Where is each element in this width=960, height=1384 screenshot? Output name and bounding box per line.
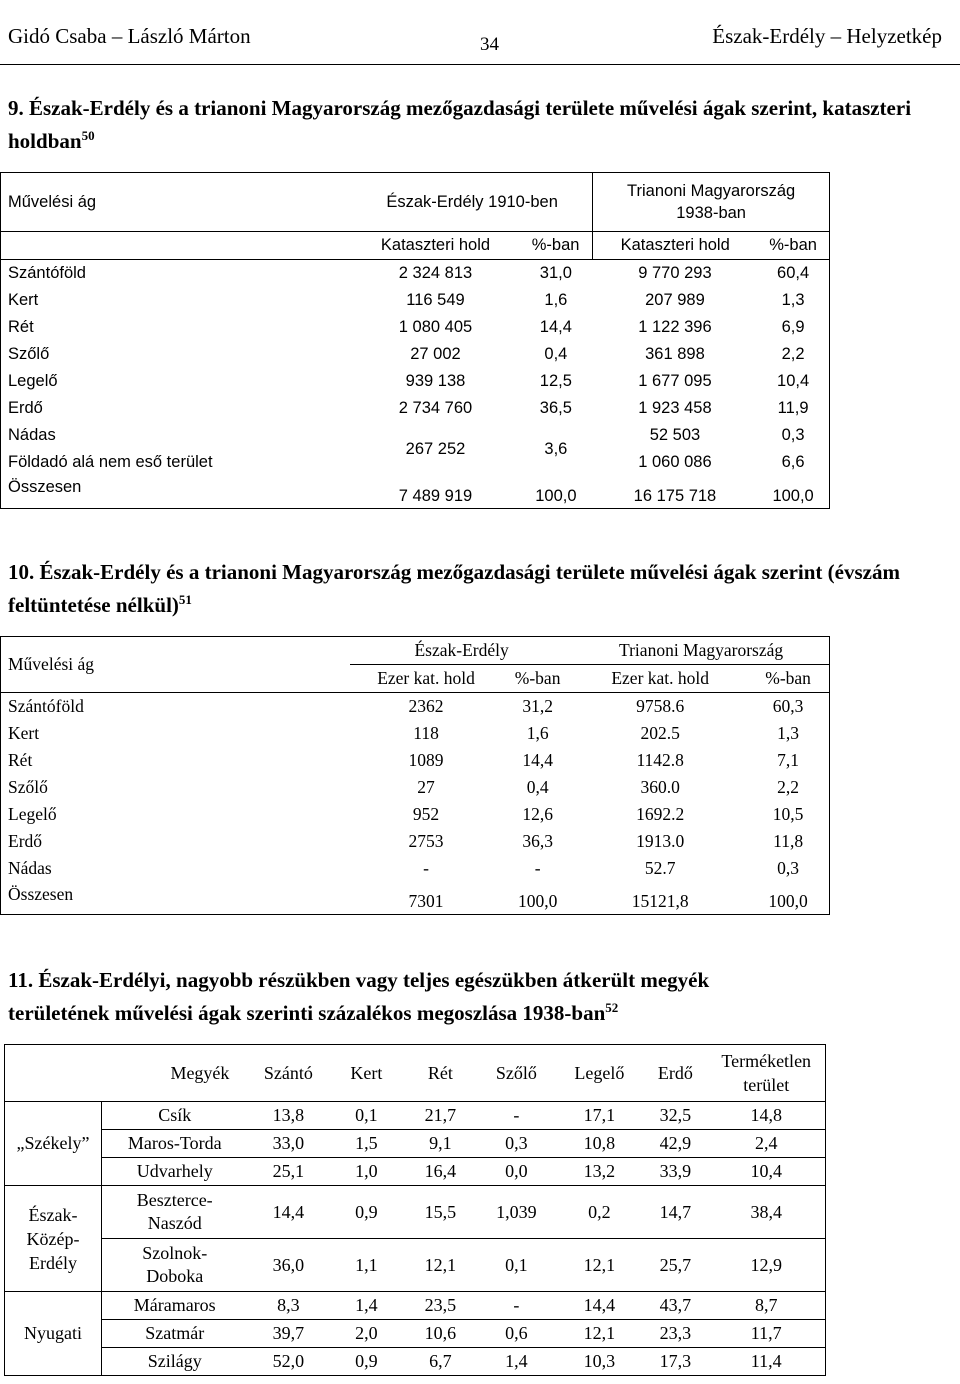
group-eszak-line3: Erdély [29,1252,77,1273]
header-authors: Gidó Csaba – László Márton [8,24,251,48]
cell: 27 002 [410,345,461,363]
row-label: Nádas [8,426,56,444]
table11-header-szolo: Szőlő [495,1062,537,1083]
table10-title [8,558,948,619]
group-eszak-line1: Észak- [28,1204,78,1225]
table-row [1,747,830,774]
cell: 8,3 [247,1292,329,1320]
cell: 9758.6 [573,693,747,721]
cell: 1,5 [329,1130,403,1158]
cell: 1692.2 [636,804,685,824]
cell: 202.5 [640,723,680,743]
table-row [5,1239,826,1292]
cell-merged: 267 252 [405,439,466,458]
table-row [1,720,830,747]
cell: 33,0 [247,1130,329,1158]
row-label: Szőlő [8,345,50,363]
county-name-line1: Szolnok- [142,1243,208,1263]
table-row [1,774,830,801]
table-row [1,882,830,915]
cell: 52,0 [247,1348,329,1376]
row-label: Kert [8,723,40,743]
row-label: Kert [8,291,39,309]
cell: 0,0 [477,1158,555,1186]
table9-title-text: 9. Észak-Erdély és a trianoni Magyarország mezőgazdasági területe művelési ágak szerint, kataszteri holdban [8,96,912,153]
table11-title [8,966,948,1027]
cell: 116 549 [406,291,465,309]
table-row [1,855,830,882]
table11-header-erdo: Erdő [657,1062,693,1083]
table-row [1,422,830,449]
table9-footnote: 50 [81,128,95,143]
cell: 12,1 [555,1239,643,1292]
table11-header-szanto: Szántó [263,1062,313,1083]
cell: 36,3 [522,831,553,851]
cell: 100,0 [535,487,577,505]
cell: 14,8 [707,1102,825,1130]
table10-group2: Trianoni Magyarország [619,640,784,660]
cell: 14,4 [522,750,553,770]
table11-title-line2: területének művelési ágak szerinti százalékos megoszlása 1938-ban [8,1001,606,1025]
group-nyugati: Nyugati [5,1292,102,1376]
table9-sub-3: Kataszteri hold [593,232,757,260]
page-header [0,0,960,66]
county-name [102,1186,248,1239]
cell: 1,6 [544,291,568,309]
table11-title-line1: 11. Észak-Erdélyi, nagyobb részükben vagy teljes egészükben átkerült megyék [8,968,710,992]
cell: 52.7 [644,858,676,878]
cell: 32,5 [643,1102,707,1130]
cell: 1 122 396 [638,318,712,336]
table9-title [8,94,948,155]
row-label: Szőlő [8,777,48,797]
cell: - [477,1102,555,1130]
cell: 17,1 [555,1102,643,1130]
table-row [5,1186,826,1239]
county-name [102,1239,248,1292]
cell: 1142.8 [636,750,684,770]
cell: 0,1 [329,1102,403,1130]
table-row [1,395,830,422]
cell: 1089 [408,750,444,770]
table-row [1,314,830,341]
cell: 1,3 [777,723,800,743]
table9-group1: Észak-Erdély 1910-ben [386,192,558,211]
cell: 12,6 [522,804,553,824]
table-row [1,828,830,855]
cell: 10,8 [555,1130,643,1158]
table10-sub-1: Ezer kat. hold [350,665,502,693]
cell: 23,3 [643,1320,707,1348]
cell: 6,6 [781,453,805,471]
cell: 11,7 [707,1320,825,1348]
table-row [1,341,830,368]
cell: 0,9 [329,1348,403,1376]
cell: 1 923 458 [638,399,712,417]
table11-header-legelo: Legelő [574,1062,625,1083]
cell: 207 989 [645,291,705,309]
row-label: Szántóföld [1,260,353,288]
table10-sub-2: %-ban [502,665,573,693]
cell: 0,3 [477,1130,555,1158]
cell: 1 677 095 [638,372,712,390]
table9-group2-line2: 1938-ban [676,204,746,223]
county-name: Máramaros [102,1292,248,1320]
cell: 12,5 [539,372,572,390]
cell: 0,3 [777,858,800,878]
table-row [5,1292,826,1320]
cell: 15121,8 [631,891,689,911]
county-name-line2: Doboka [146,1266,204,1286]
county-name: Maros-Torda [102,1130,248,1158]
cell: 7,1 [777,750,800,770]
cell: 0,9 [329,1186,403,1239]
row-label: Legelő [8,804,57,824]
row-label: Összesen [8,478,82,496]
table11-header-counties: Megyék [170,1062,230,1083]
table11-header-ret: Rét [427,1062,453,1083]
cell: 1913.0 [636,831,685,851]
cell: 1,4 [477,1348,555,1376]
row-label: Legelő [8,372,58,390]
table10-col-label: Művelési ág [8,654,95,674]
row-label: Földadó alá nem eső terület [8,453,213,471]
cell: 118 [413,723,439,743]
group-eszak-kozep-erdely [5,1186,102,1292]
cell: 25,1 [247,1158,329,1186]
cell: 1,039 [477,1186,555,1239]
table10-sub-4: %-ban [747,665,829,693]
group-eszak-line2: Közép- [26,1228,80,1249]
cell: 16,4 [403,1158,477,1186]
table9 [0,172,830,509]
table9-col-label: Művelési ág [8,192,97,211]
cell: 14,4 [247,1186,329,1239]
row-label: Rét [8,318,34,336]
cell: 361 898 [645,345,705,363]
cell: 12,1 [555,1320,643,1348]
cell: - [534,858,541,878]
table-row [5,1102,826,1130]
cell: 6,7 [403,1348,477,1376]
cell: 23,5 [403,1292,477,1320]
cell: 43,7 [643,1292,707,1320]
cell: 13,2 [555,1158,643,1186]
cell-merged: 3,6 [544,439,568,458]
table-row [1,801,830,828]
cell: 0,6 [477,1320,555,1348]
table11-header-termeketlen-line1: Terméketlen [721,1051,812,1071]
cell: 2,4 [707,1130,825,1158]
cell: 12,9 [707,1239,825,1292]
cell: 1,6 [526,723,549,743]
cell: 1 080 405 [398,318,473,336]
table10-title-text: 10. Észak-Erdély és a trianoni Magyarország mezőgazdasági területe művelési ágak szerint (évszám feltüntetése nélkül) [8,560,900,617]
cell: 1,0 [329,1158,403,1186]
cell: 100,0 [768,891,808,911]
cell: 2362 [350,693,502,721]
table11-header-termeketlen [707,1045,825,1102]
table11-header-kert: Kert [350,1062,383,1083]
county-name-line2: Naszód [147,1213,202,1233]
cell: 33,9 [643,1158,707,1186]
cell: 25,7 [643,1239,707,1292]
cell: 7 489 919 [398,487,473,505]
table10-sub-3: Ezer kat. hold [573,665,747,693]
table-row [5,1158,826,1186]
cell: 36,0 [247,1239,329,1292]
table10-footnote: 51 [178,592,192,607]
cell: 2 734 760 [398,399,473,417]
cell: 0,4 [544,345,568,363]
table10-group1: Észak-Erdély [414,640,509,660]
cell: 11,8 [773,831,804,851]
row-label: Összesen [8,884,74,904]
cell: 6,9 [781,318,805,336]
cell: 1 060 086 [638,453,712,471]
group-szekely: „Székely” [5,1102,102,1186]
county-name-line1: Beszterce- [136,1190,213,1210]
cell: 10,3 [555,1348,643,1376]
cell: 8,7 [707,1292,825,1320]
cell: - [423,858,429,878]
cell: 9,1 [403,1130,477,1158]
cell: 0,2 [555,1186,643,1239]
table9-sub-2: %-ban [519,232,593,260]
table11-footnote: 52 [605,1000,619,1015]
cell: 10,4 [777,372,810,390]
cell: 10,4 [707,1158,825,1186]
cell: 0,4 [526,777,549,797]
county-name: Udvarhely [102,1158,248,1186]
cell: 2,0 [329,1320,403,1348]
cell: 2 324 813 [352,260,519,288]
cell: 38,4 [707,1186,825,1239]
table-row [1,287,830,314]
cell: 360.0 [640,777,680,797]
table-row [5,1130,826,1158]
cell: 14,7 [643,1186,707,1239]
cell: 36,5 [539,399,572,417]
cell: 7301 [408,891,444,911]
cell: 42,9 [643,1130,707,1158]
county-name: Csík [102,1102,248,1130]
cell: 939 138 [405,372,466,390]
county-name: Szilágy [102,1348,248,1376]
cell: 11,4 [707,1348,825,1376]
table9-group2 [593,173,830,232]
page-number: 34 [480,34,499,55]
cell: 1,4 [329,1292,403,1320]
row-label: Nádas [8,858,52,878]
row-label: Erdő [8,399,43,417]
table11-header-termeketlen-line2: terület [743,1075,790,1095]
header-publication: Észak-Erdély – Helyzetkép [712,24,942,48]
cell: 952 [412,804,440,824]
table-row [1,368,830,395]
table-row [1,476,830,509]
cell: 2,2 [781,345,805,363]
table9-sub-4: %-ban [757,232,829,260]
row-label: Rét [8,750,33,770]
cell: 14,4 [555,1292,643,1320]
cell: 12,1 [403,1239,477,1292]
cell: 1,1 [329,1239,403,1292]
cell: 11,9 [777,399,809,417]
cell: 0,1 [477,1239,555,1292]
cell: 9 770 293 [593,260,757,288]
cell: 100,0 [517,891,558,911]
table-row [1,260,830,288]
table10 [0,636,830,915]
cell: 2753 [408,831,444,851]
cell: 21,7 [403,1102,477,1130]
cell: 60,3 [747,693,829,721]
cell: 10,5 [772,804,804,824]
row-label: Szántóföld [1,693,351,721]
table-row [1,693,830,721]
header-divider [0,64,960,65]
cell: 100,0 [772,487,814,505]
cell: 31,0 [519,260,593,288]
county-name: Szatmár [102,1320,248,1348]
table-row [5,1320,826,1348]
row-label: Erdő [8,831,43,851]
cell: 2,2 [777,777,800,797]
cell: 16 175 718 [633,487,717,505]
cell: 15,5 [403,1186,477,1239]
cell: 13,8 [247,1102,329,1130]
cell: 60,4 [757,260,829,288]
cell: - [477,1292,555,1320]
cell: 39,7 [247,1320,329,1348]
cell: 27 [417,777,435,797]
cell: 1,3 [781,291,805,309]
cell: 10,6 [403,1320,477,1348]
cell: 52 503 [649,426,701,444]
table9-sub-1: Kataszteri hold [352,232,519,260]
cell: 14,4 [539,318,572,336]
table11 [4,1044,826,1376]
cell: 17,3 [643,1348,707,1376]
table9-group2-line1: Trianoni Magyarország [627,182,796,201]
cell: 31,2 [502,693,573,721]
table-row [5,1348,826,1376]
cell: 0,3 [781,426,805,444]
